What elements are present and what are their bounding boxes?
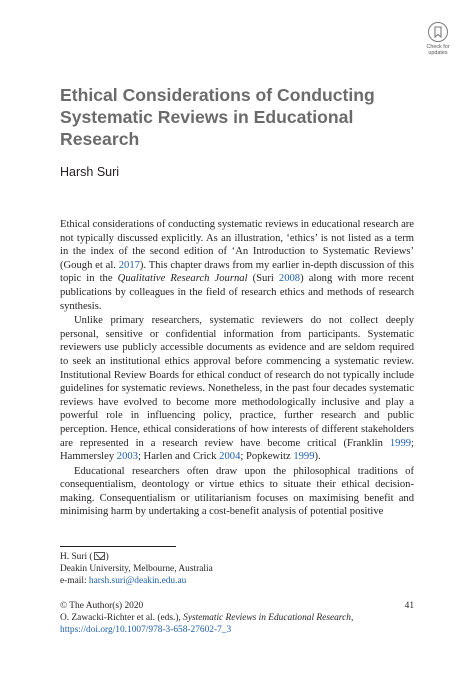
bookmark-icon [428, 22, 448, 42]
journal-title: Qualitative Research Journal [117, 273, 248, 285]
citation-link[interactable]: 2017 [118, 259, 140, 271]
p2-text-3: ; Harlen and Crick [137, 451, 220, 463]
footnote-rule [60, 546, 176, 547]
body-text [60, 218, 414, 519]
citation-link[interactable]: 1999 [389, 437, 412, 449]
email-label: e-mail: [60, 576, 89, 586]
p1-text-2: ). This chapter draws from my earlier in-depth discussion of this topic in the [60, 259, 414, 285]
page-footer [60, 600, 414, 636]
affiliation-name-line [60, 551, 213, 563]
email-link[interactable]: harsh.suri@deakin.edu.au [88, 576, 187, 586]
p2-text-5: ). [314, 451, 321, 463]
envelope-icon[interactable] [94, 552, 105, 560]
affiliation-email-line [60, 575, 213, 587]
author-name: Harsh Suri [60, 165, 120, 179]
badge-line-2: updates [428, 50, 448, 56]
paragraph-2 [60, 314, 414, 464]
p1-text-4: ) along with more recent publications by colleagues in the field of research ethics and methods of research synthesis. [60, 273, 415, 312]
p2-text-4: ; Popkewitz [240, 451, 294, 463]
citation-link[interactable]: 2003 [116, 451, 138, 463]
doi-link[interactable]: https://doi.org/10.1007/978-3-658-27602-7_3 [60, 625, 232, 635]
p2-text-1: Unlike primary researchers, systematic reviewers do not collect deeply personal, sensitive or confidential information from participants. Systematic reviewers use publicly accessible documents as evidence and are seldom required to seek an institutional ethics approval before commencing a systematic review. Institutional Review Boards for ethical conduct of research do not typically include guidelines for systematic reviews. Nonetheless, in the past four decades systematic reviews have evolved to become more methodologically inclusive and play a powerful role in influencing policy, practice, further research and public perception. Hence, ethical considerations of how interests of different stakeholders are represented in a research review have become critical (Franklin [60, 315, 414, 449]
citation-suffix: , [350, 613, 354, 623]
citation-link[interactable]: 1999 [293, 451, 315, 463]
badge-line-1: Check for [426, 44, 450, 50]
p1-text-3: (Suri [247, 273, 279, 285]
chapter-title: Ethical Considerations of Conducting Systematic Reviews in Educational Research [60, 85, 375, 149]
affiliation-name-end: ) [105, 552, 109, 562]
affiliation-org: Deakin University, Melbourne, Australia [60, 564, 213, 574]
book-title: Systematic Reviews in Educational Research [183, 613, 351, 623]
paragraph-1 [60, 218, 414, 313]
citation-prefix: O. Zawacki-Richter et al. (eds.), [60, 613, 184, 623]
citation-link[interactable]: 2004 [219, 451, 241, 463]
p2-text-2: ; Hammersley [60, 437, 414, 463]
check-for-updates-badge[interactable] [420, 22, 456, 62]
author-affiliation [60, 551, 213, 587]
page-number: 41 [404, 601, 414, 611]
paragraph-3: Educational researchers often draw upon the philosophical traditions of consequentialism, deontology or virtue ethics to situate their ethical decision-making. Consequentialism or utilitarianism focuses on maximising benefit and minimising harm by undertaking a cost-benefit analysis of potential positive [60, 465, 414, 518]
copyright: © The Author(s) 2020 [60, 601, 144, 611]
citation-link[interactable]: 2008 [278, 273, 301, 285]
p1-text-1: Ethical considerations of conducting systematic reviews in educational research are not typically discussed explicitly. As an illustration, ‘ethics’ is not listed as a term in the index of the second edition of ‘An Introduction to Systematic Reviews’ (Gough et al. [60, 219, 414, 271]
citation [60, 612, 414, 624]
badge-label [420, 44, 456, 56]
affiliation-name: H. Suri ( [60, 552, 93, 562]
